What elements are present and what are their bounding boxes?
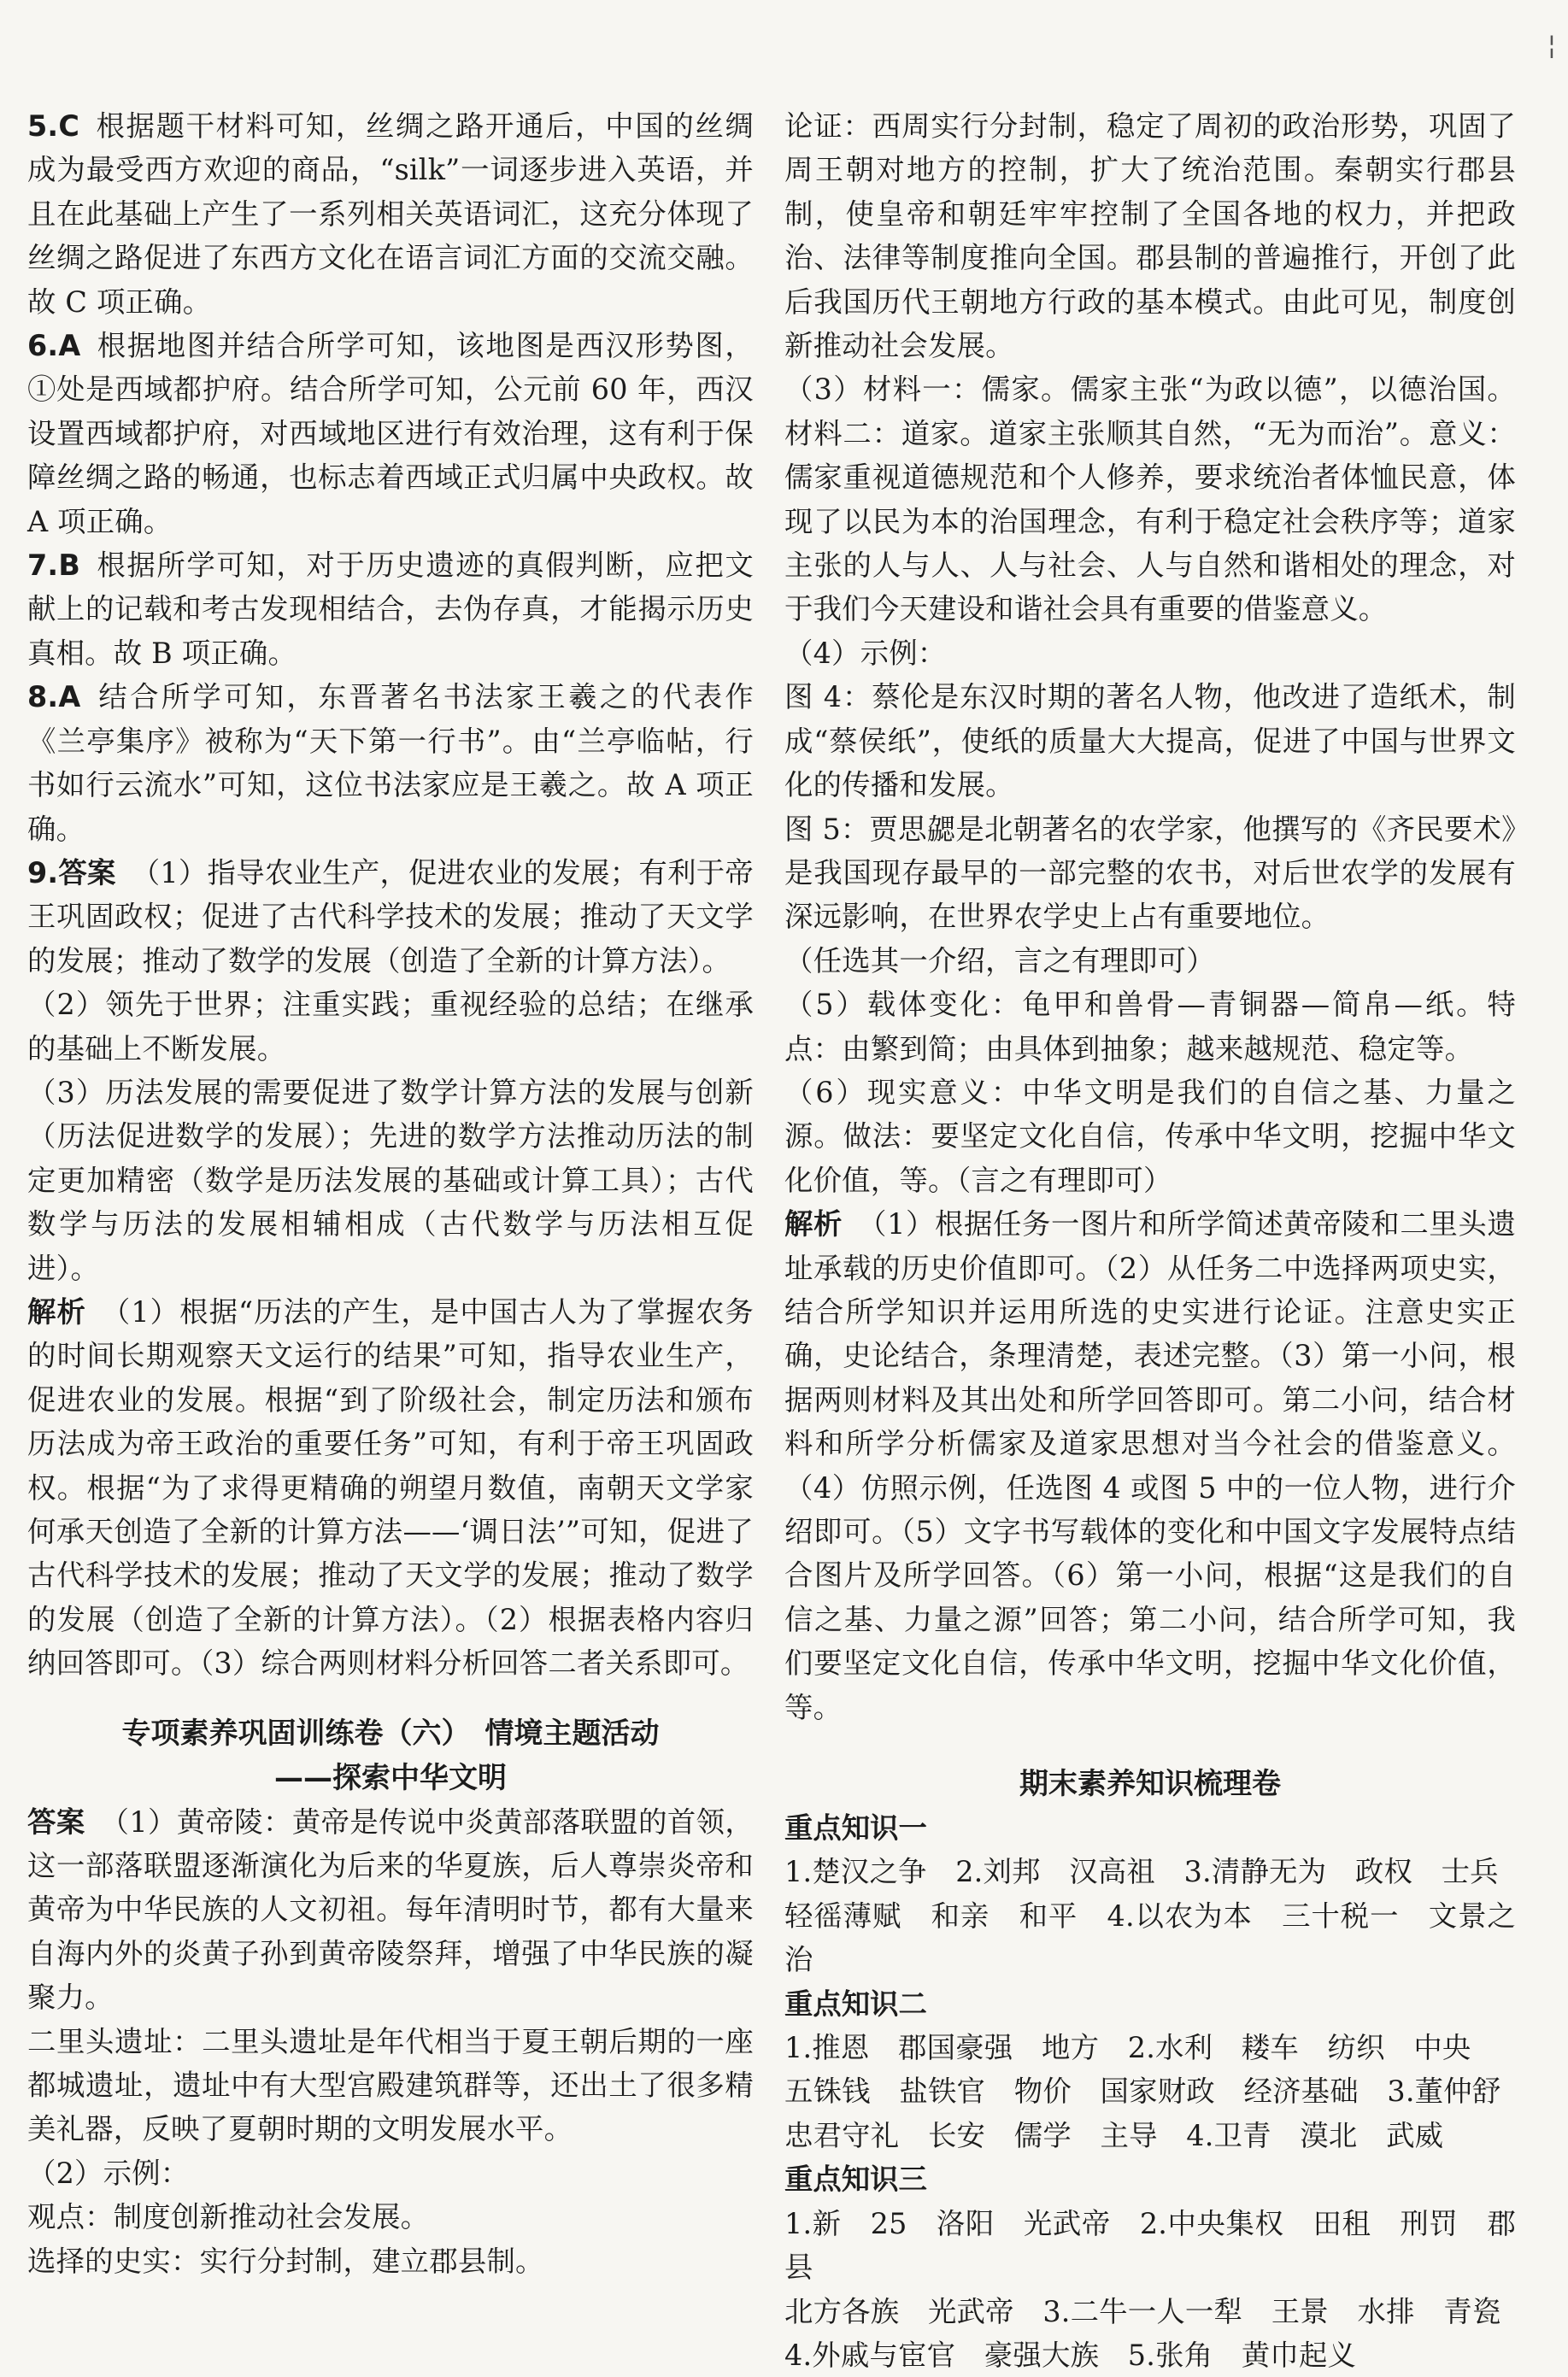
argument-paragraph: 论证：西周实行分封制，稳定了周初的政治形势，巩固了周王朝对地方的控制，扩大了统治范围。秦朝实行郡县制，使皇帝和朝廷牢牢控制了全国各地的权力，并把政治、法律等制度推向全国。郡县制的普遍推行，开创了此后我国历代王朝地方行政的基本模式。由此可见，制度创新推动社会发展。	[784, 109, 1516, 363]
answer-q6	[27, 324, 754, 543]
question-number: 5.C	[27, 109, 80, 143]
right-column	[784, 104, 1516, 2377]
answer-q9-part2: （2）领先于世界；注重实践；重视经验的总结；在继承的基础上不断发展。	[27, 988, 754, 1065]
question-number: 9.答案	[27, 855, 116, 889]
knowledge-heading-1: 重点知识一	[784, 1811, 927, 1846]
knowledge-line: 轻徭薄赋 和亲 和平 4.以农为本 三十税一 文景之治	[784, 1899, 1516, 1977]
section-title: 专项素养巩固训练卷（六） 情境主题活动	[121, 1716, 660, 1751]
answer-figure4: 图 4：蔡伦是东汉时期的著名人物，他改进了造纸术，制成“蔡侯纸”，使纸的质量大大提高，促进了中国与世界文化的传播和发展。	[784, 680, 1516, 802]
analysis-text: （1）根据任务一图片和所学简述黄帝陵和二里头遗址承载的历史价值即可。（2）从任务二中选择两项史实，结合所学知识并运用所选的史实进行论证。注意史实正确，史论结合，条理清楚，表述完整。（3）第一小问，根据两则材料及其出处和所学回答即可。第二小问，结合材料和所学分析儒家及道家思想对当今社会的借鉴意义。（4）仿照示例，任选图 4 或图 5 中的一位人物，进行介绍即可。（5）文字书写载体的变化和中国文字发展特点结合图片及所学回答。（6）第一小问，根据“这是我们的自信之基、力量之源”回答；第二小问，结合所学可知，我们要坚定文化自信，传承中华文明，挖掘中华文化价值，等。	[784, 1207, 1516, 1724]
left-column	[27, 104, 754, 2283]
question-number: 6.A	[27, 329, 81, 363]
section6-answer-5: 选择的史实：实行分封制，建立郡县制。	[27, 2244, 544, 2278]
section6-answer-1	[27, 1800, 754, 2020]
section6-answer-2: 二里头遗址：二里头遗址是年代相当于夏王朝后期的一座都城遗址，遗址中有大型宫殿建筑群等，还出土了很多精美礼器，反映了夏朝时期的文明发展水平。	[27, 2024, 754, 2146]
analysis-q9	[27, 1290, 754, 1686]
knowledge-heading-2: 重点知识二	[784, 1987, 927, 2021]
answer-text: 结合所学可知，东晋著名书法家王羲之的代表作《兰亭集序》被称为“天下第一行书”。由“兰亭临帖，行书如行云流水”可知，这位书法家应是王羲之。故 A 项正确。	[27, 680, 754, 846]
section6-answer-4: 观点：制度创新推动社会发展。	[27, 2200, 430, 2234]
knowledge-heading-3: 重点知识三	[784, 2163, 927, 2197]
answer-part5: （5）载体变化：龟甲和兽骨—青铜器—简帛—纸。特点：由繁到简；由具体到抽象；越来越规范、稳定等。	[784, 988, 1516, 1065]
answer-text: 根据地图并结合所学可知，该地图是西汉形势图，①处是西域都护府。结合所学可知，公元前 60 年，西汉设置西域都护府，对西域地区进行有效治理，这有利于保障丝绸之路的畅通，也标志着西域正式归属中央政权。故 A 项正确。	[27, 329, 754, 538]
answer-note: （任选其一介绍，言之有理即可）	[784, 943, 1215, 977]
knowledge-line: 1.推恩 郡国豪强 地方 2.水利 耧车 纺织 中央	[784, 2031, 1471, 2065]
analysis-text: （1）根据“历法的产生，是中国古人为了掌握农务的时间长期观察天文运行的结果”可知，指导农业生产，促进农业的发展。根据“到了阶级社会，制定历法和颁布历法成为帝王政治的重要任务”可知，有利于帝王巩固政权。根据“为了求得更精确的朔望月数值，南朝天文学家何承天创造了全新的计算方法——‘调日法’”可知，促进了古代科学技术的发展；推动了天文学的发展；推动了数学的发展（创造了全新的计算方法）。（2）根据表格内容归纳回答即可。（3）综合两则材料分析回答二者关系即可。	[27, 1294, 754, 1681]
answer-q8	[27, 675, 754, 851]
answer-figure5: 图 5：贾思勰是北朝著名的农学家，他撰写的《齐民要术》是我国现存最早的一部完整的农书，对后世农学的发展有深远影响，在世界农学史上占有重要地位。	[784, 812, 1516, 934]
knowledge-line: 北方各族 光武帝 3.二牛一人一犁 王景 水排 青瓷	[784, 2294, 1501, 2328]
answer-q5	[27, 104, 754, 324]
answer-part4-label: （4）示例：	[784, 636, 947, 670]
answer-text: （1）指导农业生产，促进农业的发展；有利于帝王巩固政权；促进了古代科学技术的发展；推动了天文学的发展；推动了数学的发展（创造了全新的计算方法）。	[27, 855, 754, 977]
analysis-label: 解析	[784, 1207, 843, 1241]
answer-part6: （6）现实意义：中华文明是我们的自信之基、力量之源。做法：要坚定文化自信，传承中华文明，挖掘中华文化价值，等。（言之有理即可）	[784, 1075, 1516, 1197]
answer-text: 根据所学可知，对于历史遗迹的真假判断，应把文献上的记载和考古发现相结合，去伪存真，才能揭示历史真相。故 B 项正确。	[27, 549, 754, 670]
analysis-label: 解析	[27, 1294, 86, 1329]
answer-label: 答案	[27, 1805, 85, 1839]
answer-q9-part3: （3）历法发展的需要促进了数学计算方法的发展与创新（历法促进数学的发展）；先进的数学方法推动历法的制定更加精密（数学是历法发展的基础或计算工具）；古代数学与历法的发展相辅相成（古代数学与历法相互促进）。	[27, 1075, 754, 1285]
section6-answer-3: （2）示例：	[27, 2156, 190, 2190]
answer-text: （1）黄帝陵：黄帝是传说中炎黄部落联盟的首领，这一部落联盟逐渐演化为后来的华夏族，后人尊崇炎帝和黄帝为中华民族的人文初祖。每年清明时节，都有大量来自海内外的炎黄子孙到黄帝陵祭拜，增强了中华民族的凝聚力。	[27, 1805, 754, 2015]
final-section-title: 期末素养知识梳理卷	[1019, 1767, 1281, 1802]
answer-q7	[27, 543, 754, 675]
section-subtitle: ——探索中华文明	[274, 1760, 507, 1795]
knowledge-line: 忠君守礼 长安 儒学 主导 4.卫青 漠北 武威	[784, 2118, 1444, 2152]
answer-text: 根据题干材料可知，丝绸之路开通后，中国的丝绸成为最受西方欢迎的商品，“silk”一词逐步进入英语，并且在此基础上产生了一系列相关英语词汇，这充分体现了丝绸之路促进了东西方文化在语言词汇方面的交流交融。故 C 项正确。	[27, 109, 754, 319]
knowledge-line: 4.外戚与宦官 豪强大族 5.张角 黄巾起义	[784, 2338, 1357, 2372]
knowledge-line: 1.楚汉之争 2.刘邦 汉高祖 3.清静无为 政权 士兵	[784, 1855, 1499, 1889]
question-number: 7.B	[27, 549, 80, 583]
analysis-section6	[784, 1202, 1516, 1729]
answer-part3: （3）材料一：儒家。儒家主张“为政以德”，以德治国。材料二：道家。道家主张顺其自然，“无为而治”。意义：儒家重视道德规范和个人修养，要求统治者体恤民意，体现了以民为本的治国理念，有利于稳定社会秩序等；道家主张的人与人、人与社会、人与自然和谐相处的理念，对于我们今天建设和谐社会具有重要的借鉴意义。	[784, 373, 1516, 626]
question-number: 8.A	[27, 680, 81, 714]
corner-mark: ¦	[1547, 31, 1556, 61]
knowledge-line: 五铢钱 盐铁官 物价 国家财政 经济基础 3.董仲舒	[784, 2075, 1501, 2109]
answer-q9-part1	[27, 851, 754, 983]
knowledge-line: 1.新 25 洛阳 光武帝 2.中央集权 田租 刑罚 郡县	[784, 2206, 1516, 2285]
